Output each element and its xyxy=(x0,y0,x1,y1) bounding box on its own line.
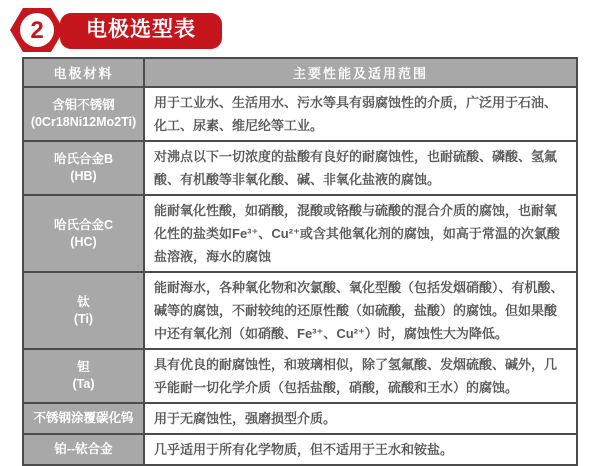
material-name: 不锈钢涂覆碳化钨 xyxy=(33,411,134,425)
material-name: 铂--铱合金 xyxy=(54,442,113,456)
page-header xyxy=(8,4,222,56)
material-grade: (HB) xyxy=(70,169,97,183)
table-row xyxy=(23,434,577,465)
material-grade: (Ti) xyxy=(73,311,94,326)
table-row xyxy=(23,141,577,195)
table-header-row xyxy=(23,58,577,87)
material-cell xyxy=(23,87,144,141)
description-cell: 具有优良的耐腐蚀性，和玻璃相似，除了氢氟酸、发烟硫酸、碱外，几乎能耐一切化学介质（包括盐酸，硝酸，硫酸和王水）的腐蚀。 xyxy=(144,349,577,403)
material-name: 含钼不锈钢 xyxy=(52,98,115,112)
description-cell: 用于工业水、生活用水、污水等具有弱腐蚀性的介质，广泛用于石油、化工、尿素、维尼纶等工业。 xyxy=(144,87,577,141)
material-grade: (HC) xyxy=(70,234,97,249)
page-title xyxy=(60,13,222,49)
table-body xyxy=(23,87,577,465)
material-grade: (0Cr18Ni12Mo2Ti) xyxy=(30,115,137,129)
material-cell xyxy=(23,195,144,272)
column-header-material: 电极材料 xyxy=(23,58,144,87)
description-cell: 对沸点以下一切浓度的盐酸有良好的耐腐蚀性，也耐硫酸、磷酸、氢氟酸、有机酸等非氧化酸、碱、非氧化盐液的腐蚀。 xyxy=(144,141,577,195)
table-row xyxy=(23,195,577,272)
table-row xyxy=(23,87,577,141)
material-cell xyxy=(23,434,144,465)
column-header-performance: 主要性能及适用范围 xyxy=(144,58,577,87)
table-row xyxy=(23,272,577,349)
description-cell: 用于无腐蚀性，强磨损型介质。 xyxy=(144,403,577,434)
material-cell xyxy=(23,349,144,403)
table-row xyxy=(23,349,577,403)
description-cell: 几乎适用于所有化学物质，但不适用于王水和铵盐。 xyxy=(144,434,577,465)
description-cell: 能耐氧化性酸，如硝酸，混酸或铬酸与硫酸的混合介质的腐蚀，也耐氧化性的盐类如Fe³⁺、Cu²⁺或含其他氧化剂的腐蚀，如高于常温的次氯酸盐溶液，海水的腐蚀 xyxy=(144,195,577,272)
electrode-selection-table xyxy=(22,57,578,466)
material-name: 哈氏合金B xyxy=(53,152,114,166)
material-cell xyxy=(23,403,144,434)
section-number-badge-icon xyxy=(8,4,64,56)
material-name: 钛 xyxy=(77,294,90,309)
material-cell xyxy=(23,272,144,349)
material-grade: (Ta) xyxy=(72,377,95,391)
material-name: 钽 xyxy=(77,360,90,374)
material-cell xyxy=(23,141,144,195)
table-row xyxy=(23,403,577,434)
page-title-label: 电极选型表 xyxy=(86,18,196,41)
badge-number: 2 xyxy=(30,17,44,44)
description-cell: 能耐海水，各种氧化物和次氯酸、氧化型酸（包括发烟硝酸）、有机酸、碱等的腐蚀，不耐较纯的还原性酸（如硫酸，盐酸）的腐蚀。但如果酸中还有氧化剂（如硝酸、Fe³⁺、Cu²⁺）时，腐蚀性大为降低。 xyxy=(144,272,577,349)
material-name: 哈氏合金C xyxy=(53,217,114,232)
